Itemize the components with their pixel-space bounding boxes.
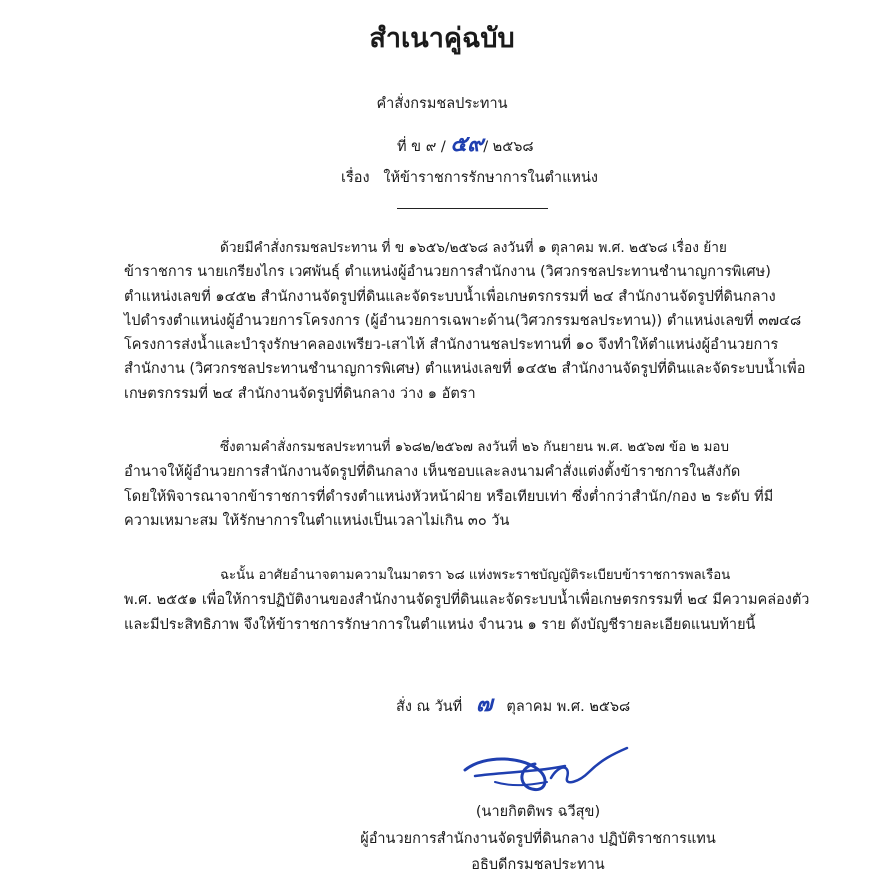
- order-number-prefix: ที่ ข ๙ /: [397, 139, 446, 155]
- paragraph-line: พ.ศ. ๒๕๕๑ เพื่อให้การปฏิบัติงานของสำนักงานจัดรูปที่ดินและจัดระบบน้ำเพื่อเกษตรกรรมที่ ๒๔ มีความคล่องตัว: [124, 592, 810, 609]
- header-divider: [397, 208, 548, 209]
- paragraph-line: อำนาจให้ผู้อำนวยการสำนักงานจัดรูปที่ดินกลาง เห็นชอบและลงนามคำสั่งแต่งตั้งข้าราชการในสังกัด: [124, 464, 741, 481]
- order-date-prefix: สั่ง ณ วันที่: [396, 699, 463, 715]
- order-date: [396, 686, 630, 721]
- paragraph-line: ด้วยมีคำสั่งกรมชลประทาน ที่ ข ๑๖๕๖/๒๕๖๘ ลงวันที่ ๑ ตุลาคม พ.ศ. ๒๕๖๘ เรื่อง ย้าย: [220, 240, 727, 256]
- order-date-day-handwritten: ๗: [476, 692, 493, 717]
- paragraph-line: และมีประสิทธิภาพ จึงให้ข้าราชการรักษาการในตำแหน่ง จำนวน ๑ ราย ดังบัญชีรายละเอียดแนบท้ายนี้: [124, 616, 756, 633]
- subject-text: ให้ข้าราชการรักษาการในตำแหน่ง: [383, 170, 598, 186]
- signatory-position-1: ผู้อำนวยการสำนักงานจัดรูปที่ดินกลาง ปฏิบัติราชการแทน: [360, 831, 716, 847]
- paragraph-line: ซึ่งตามคำสั่งกรมชลประทานที่ ๑๖๘๒/๒๕๖๗ ลงวันที่ ๒๖ กันยายน พ.ศ. ๒๕๖๗ ข้อ ๒ มอบ: [220, 440, 729, 455]
- paragraph-1: [124, 236, 818, 406]
- order-number-handwritten: ๕๙: [450, 132, 484, 157]
- paragraph-line: โครงการส่งน้ำและบำรุงรักษาคลองเพรียว-เสาไห้ สำนักงานชลประทานที่ ๑๐ จึงทำให้ตำแหน่งผู้อำนวยการ: [124, 337, 779, 354]
- paragraph-line: ฉะนั้น อาศัยอำนาจตามความในมาตรา ๖๘ แห่งพระราชบัญญัติระเบียบข้าราชการพลเรือน: [220, 568, 731, 583]
- paragraph-line: สำนักงาน (วิศวกรชลประทานชำนาญการพิเศษ) ตำแหน่งเลขที่ ๑๔๕๒ สำนักงานจัดรูปที่ดินและจัดระบบน้ำเพื่อ: [124, 361, 806, 378]
- order-number-suffix: / ๒๕๖๘: [483, 139, 534, 155]
- paragraph-line: ข้าราชการ นายเกรียงไกร เวศพันธุ์ ตำแหน่งผู้อำนวยการสำนักงาน (วิศวกรชลประทานชำนาญการพิเศษ): [124, 264, 771, 281]
- paragraph-line: ความเหมาะสม ให้รักษาการในตำแหน่งเป็นเวลาไม่เกิน ๓๐ วัน: [124, 512, 510, 529]
- signature-image: [455, 742, 635, 802]
- subject-label: เรื่อง: [341, 170, 370, 186]
- paragraph-3: [124, 564, 818, 637]
- paragraph-2: [124, 436, 818, 533]
- signatory-position-2: อธิบดีกรมชลประทาน: [471, 857, 605, 873]
- paragraph-line: ตำแหน่งเลขที่ ๑๔๕๒ สำนักงานจัดรูปที่ดินและจัดระบบน้ำเพื่อเกษตรกรรมที่ ๒๔ สำนักงานจัดรูปที่ดินกลาง: [124, 288, 776, 305]
- paragraph-line: ไปดำรงตำแหน่งผู้อำนวยการโครงการ (ผู้อำนวยการเฉพาะด้าน(วิศวกรรมชลประทาน)) ตำแหน่งเลขที่ ๓๗๔๘: [124, 312, 802, 329]
- signatory-name: (นายกิตติพร ฉวีสุข): [475, 804, 601, 820]
- paragraph-line: โดยให้พิจารณาจากข้าราชการที่ดำรงตำแหน่งหัวหน้าฝ่าย หรือเทียบเท่า ซึ่งต่ำกว่าสำนัก/กอง ๒ ระดับ ที่มี: [124, 488, 774, 505]
- order-date-suffix: ตุลาคม พ.ศ. ๒๕๖๘: [506, 699, 631, 715]
- subject-line: [341, 166, 598, 189]
- document-title: สำเนาคู่ฉบับ: [369, 23, 515, 54]
- paragraph-line: เกษตรกรรมที่ ๒๔ สำนักงานจัดรูปที่ดินกลาง ว่าง ๑ อัตรา: [124, 385, 476, 402]
- order-number: [397, 126, 534, 161]
- issuer-line: คำสั่งกรมชลประทาน: [376, 96, 508, 112]
